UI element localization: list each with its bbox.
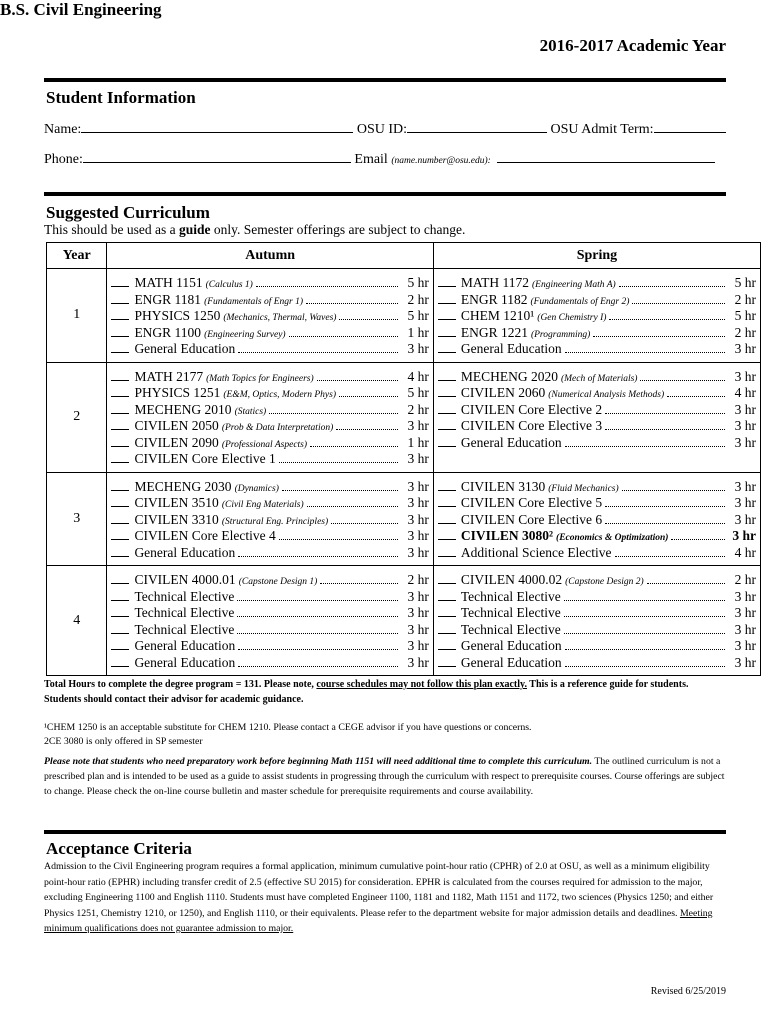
- course-checkbox[interactable]: [111, 325, 129, 337]
- course-hours: 3 hr: [734, 605, 756, 620]
- course-hours: 5 hr: [407, 275, 429, 290]
- course-hours: 3 hr: [734, 401, 756, 417]
- course-name: MECHENG 2010: [134, 401, 232, 417]
- course-name: CIVILEN Core Elective 5: [460, 495, 603, 510]
- course-row: [111, 545, 428, 562]
- course-row: [111, 369, 428, 386]
- email-hint: (name.number@osu.edu):: [391, 156, 491, 166]
- spring-courses: [433, 269, 760, 363]
- totals-text: Total Hours to complete the degree program = 131. Please note,: [44, 679, 317, 690]
- course-checkbox[interactable]: [111, 275, 129, 287]
- dot-leader: [289, 326, 398, 337]
- dot-leader: [282, 480, 398, 491]
- course-row: [111, 308, 428, 325]
- course-row: [438, 589, 756, 606]
- course-checkbox[interactable]: [111, 479, 129, 491]
- admit-term-label: OSU Admit Term:: [550, 122, 654, 137]
- course-row: [438, 341, 756, 358]
- dot-leader: [307, 496, 398, 507]
- course-checkbox[interactable]: [111, 589, 129, 601]
- course-description: (Structural Eng. Principles): [221, 516, 329, 527]
- course-hours: 3 hr: [407, 418, 429, 433]
- course-name: CIVILEN 3510: [134, 495, 219, 510]
- dot-leader: [564, 606, 725, 617]
- dot-leader: [615, 546, 725, 557]
- course-name: CIVILEN Core Elective 3: [460, 418, 603, 433]
- course-row: [438, 572, 756, 589]
- totals-underlined: course schedules may not follow this plan exactly.: [316, 679, 527, 690]
- course-hours: 5 hr: [734, 275, 756, 290]
- course-hours: 3 hr: [407, 451, 429, 466]
- autumn-courses: [107, 269, 433, 363]
- course-hours: 4 hr: [734, 385, 756, 400]
- course-row: [438, 385, 756, 402]
- course-name: CIVILEN 2060: [460, 385, 546, 400]
- name-label: Name:: [44, 122, 82, 137]
- course-name: MATH 2177: [134, 368, 204, 384]
- dot-leader: [238, 546, 398, 557]
- course-checkbox[interactable]: [111, 622, 129, 634]
- course-checkbox[interactable]: [438, 638, 456, 650]
- email-label: Email: [354, 152, 388, 167]
- program-title: B.S. Civil Engineering: [0, 0, 162, 19]
- dot-leader: [593, 326, 725, 337]
- course-row: [111, 292, 428, 309]
- dot-leader: [279, 529, 398, 540]
- course-checkbox[interactable]: [111, 528, 129, 540]
- course-row: [438, 545, 756, 562]
- course-name: CIVILEN 2090: [134, 434, 219, 450]
- course-description: (Fundamentals of Engr 1): [204, 296, 304, 307]
- osu-id-field[interactable]: [407, 120, 547, 133]
- course-hours: 2 hr: [407, 572, 429, 587]
- course-name: ENGR 1100: [134, 324, 202, 340]
- col-year: Year: [47, 243, 107, 269]
- prep-note-text: The outlined curriculum is not a prescribed plan and is intended to be used as a guide to assist students in progressing through the curriculum with respect to prerequisite courses. Course offerings are subject to change. Please check the on-line course bulletin and master schedule for prerequisite requirements and course availability.: [44, 756, 725, 797]
- course-checkbox[interactable]: [111, 418, 129, 430]
- dot-leader: [564, 590, 725, 601]
- course-description: (Mech of Materials): [560, 373, 638, 384]
- course-name: Technical Elective: [134, 621, 235, 637]
- revised-date: Revised 6/25/2019: [650, 986, 726, 997]
- subtitle-text: only. Semester offerings are subject to change.: [210, 222, 466, 237]
- dot-leader: [619, 276, 725, 287]
- course-hours: 3 hr: [732, 528, 756, 543]
- course-checkbox[interactable]: [111, 402, 129, 414]
- course-name: General Education: [460, 434, 562, 450]
- course-name: MATH 1172: [460, 275, 529, 290]
- course-name: PHYSICS 1250: [134, 308, 221, 323]
- course-checkbox[interactable]: [111, 451, 129, 463]
- course-checkbox[interactable]: [438, 605, 456, 617]
- course-hours: 3 hr: [407, 654, 429, 670]
- divider: [44, 78, 726, 82]
- dot-leader: [605, 403, 725, 414]
- course-checkbox[interactable]: [111, 341, 129, 353]
- course-checkbox[interactable]: [111, 572, 129, 584]
- course-checkbox[interactable]: [438, 589, 456, 601]
- course-hours: 3 hr: [734, 341, 756, 356]
- dot-leader: [671, 529, 725, 540]
- course-hours: 3 hr: [734, 434, 756, 450]
- course-description: (Numerical Analysis Methods): [548, 390, 665, 400]
- dot-leader: [565, 656, 725, 667]
- course-row: [111, 479, 428, 496]
- dot-leader: [605, 419, 725, 430]
- course-row: [438, 275, 756, 292]
- totals-text: This is a reference guide for students. Students should contact their advisor for academic guidance.: [44, 679, 689, 705]
- dot-leader: [237, 623, 398, 634]
- course-name: MECHENG 2030: [134, 478, 232, 494]
- course-row: [438, 435, 756, 452]
- year-number: 1: [47, 269, 107, 363]
- course-row: [438, 292, 756, 309]
- course-name: ENGR 1181: [134, 291, 202, 307]
- name-field[interactable]: [81, 120, 353, 133]
- prep-note-emphasis: Please note that students who need preparatory work before beginning Math 1151 will need additional time to complete this curriculum.: [44, 756, 593, 767]
- spring-courses: [433, 472, 760, 566]
- course-row: [111, 589, 428, 606]
- dot-leader: [256, 276, 398, 287]
- spring-courses: [433, 362, 760, 472]
- course-row: [111, 275, 428, 292]
- course-checkbox[interactable]: [438, 369, 456, 381]
- course-description: (Civil Eng Materials): [221, 500, 304, 510]
- dot-leader: [632, 293, 725, 304]
- course-row: [111, 622, 428, 639]
- course-row: [111, 435, 428, 452]
- dot-leader: [647, 573, 725, 584]
- course-name: CIVILEN Core Elective 2: [460, 401, 603, 417]
- acceptance-body: Admission to the Civil Engineering program requires a formal application, minimum cumulative point-hour ratio (CPHR) of 2.0 at OSU, as well as a minimum eligibility point-hour ratio (EPHR) including transfer credit of 2.5 (effective SU 2015) for consideration. EPHR is calculated from the courses required for admission to the major, excluding Engineering 1100 and English 1110. Students must have completed Engineer 1100, 1181 and 1182, Math 1151 and 1172, two sciences (Physics 1250; and either Physics 1251, Chemistry 1210, or 1250), and English 1110, or their equivalents. Please refer to the department website for major admission details and deadlines.: [44, 861, 714, 919]
- dot-leader: [565, 342, 725, 353]
- course-row: [438, 369, 756, 386]
- course-description: (Programming): [530, 329, 591, 340]
- course-row: [111, 402, 428, 419]
- course-checkbox[interactable]: [111, 605, 129, 617]
- course-name: CIVILEN 3310: [134, 511, 219, 527]
- dot-leader: [269, 403, 398, 414]
- course-name: General Education: [460, 638, 562, 653]
- course-name: MATH 1151: [134, 275, 203, 290]
- curriculum-table: [46, 242, 761, 676]
- course-name: CIVILEN Core Elective 4: [134, 528, 276, 543]
- course-hours: 2 hr: [734, 291, 756, 307]
- dot-leader: [237, 590, 398, 601]
- course-name: CIVILEN 2050: [134, 418, 219, 433]
- course-name: CIVILEN Core Elective 1: [134, 451, 276, 466]
- dot-leader: [605, 513, 725, 524]
- dot-leader: [640, 370, 725, 381]
- course-description: (Professional Aspects): [221, 439, 308, 450]
- course-row: [111, 638, 428, 655]
- course-name: MECHENG 2020: [460, 368, 558, 384]
- course-description: (E&M, Optics, Modern Phys): [223, 390, 336, 400]
- dot-leader: [279, 452, 398, 463]
- subtitle-guide: guide: [178, 222, 211, 237]
- course-row: [438, 402, 756, 419]
- acceptance-text: [44, 859, 726, 937]
- course-name: CHEM 1210¹: [460, 308, 535, 323]
- course-hours: 3 hr: [734, 588, 756, 604]
- dot-leader: [336, 419, 398, 430]
- course-row: [438, 325, 756, 342]
- course-description: (Capstone Design 2): [565, 577, 644, 587]
- course-checkbox[interactable]: [438, 385, 456, 397]
- course-checkbox[interactable]: [438, 402, 456, 414]
- curriculum-title: Suggested Curriculum: [46, 203, 210, 222]
- course-hours: 4 hr: [407, 368, 429, 384]
- dot-leader: [310, 436, 398, 447]
- course-hours: 3 hr: [407, 638, 429, 653]
- course-checkbox[interactable]: [438, 528, 456, 540]
- course-hours: 3 hr: [734, 495, 756, 510]
- autumn-courses: [107, 472, 433, 566]
- prep-note: [44, 754, 726, 799]
- name-row: [44, 120, 726, 138]
- course-row: [438, 512, 756, 529]
- course-name: CIVILEN Core Elective 6: [460, 511, 603, 527]
- course-description: (Mechanics, Thermal, Waves): [223, 313, 337, 323]
- course-name: General Education: [460, 654, 562, 670]
- course-hours: 3 hr: [407, 478, 429, 494]
- course-checkbox[interactable]: [438, 292, 456, 304]
- course-hours: 3 hr: [734, 654, 756, 670]
- autumn-courses: [107, 566, 433, 676]
- course-description: (Calculus 1): [205, 280, 253, 290]
- course-description: (Statics): [234, 406, 267, 417]
- course-name: CIVILEN 4000.02: [460, 572, 563, 587]
- course-row: [111, 512, 428, 529]
- course-row: [111, 495, 428, 512]
- dot-leader: [238, 342, 398, 353]
- course-row: [111, 341, 428, 358]
- dot-leader: [317, 370, 398, 381]
- course-name: General Education: [134, 544, 236, 560]
- course-row: [438, 308, 756, 325]
- course-row: [438, 655, 756, 672]
- course-hours: 3 hr: [734, 638, 756, 653]
- course-name: General Education: [460, 341, 562, 356]
- course-hours: 1 hr: [407, 324, 429, 340]
- course-name: Additional Science Elective: [460, 544, 612, 560]
- course-hours: 3 hr: [734, 418, 756, 433]
- total-hours-note: [44, 677, 726, 707]
- course-name: Technical Elective: [134, 605, 235, 620]
- course-row: [111, 528, 428, 545]
- course-hours: 2 hr: [407, 401, 429, 417]
- year-number: 3: [47, 472, 107, 566]
- course-hours: 2 hr: [734, 324, 756, 340]
- course-hours: 2 hr: [407, 291, 429, 307]
- course-hours: 3 hr: [407, 511, 429, 527]
- course-checkbox[interactable]: [111, 638, 129, 650]
- year-row: [47, 566, 761, 676]
- course-checkbox[interactable]: [438, 545, 456, 557]
- course-name: CIVILEN 3130: [460, 478, 546, 494]
- col-autumn: Autumn: [107, 243, 433, 269]
- course-description: (Fluid Mechanics): [548, 483, 619, 494]
- course-hours: 5 hr: [407, 308, 429, 323]
- student-info-title: Student Information: [46, 88, 196, 107]
- dot-leader: [306, 293, 398, 304]
- course-name: CIVILEN 3080²: [460, 528, 554, 543]
- course-description: (Prob & Data Interpretation): [221, 423, 334, 433]
- course-description: (Dynamics): [234, 483, 279, 494]
- course-row: [438, 418, 756, 435]
- course-checkbox[interactable]: [111, 512, 129, 524]
- phone-label: Phone:: [44, 152, 83, 167]
- course-hours: 3 hr: [407, 341, 429, 356]
- course-name: Technical Elective: [460, 621, 561, 637]
- footnote-1: ¹CHEM 1250 is an acceptable substitute for CHEM 1210. Please contact a CEGE advisor if you have questions or concerns.: [44, 722, 532, 733]
- course-row: [111, 572, 428, 589]
- course-checkbox[interactable]: [438, 622, 456, 634]
- course-hours: 5 hr: [407, 385, 429, 400]
- dot-leader: [339, 309, 397, 320]
- course-row: [111, 655, 428, 672]
- footnote-2: 2CE 3080 is only offered in SP semester: [44, 736, 203, 747]
- course-hours: 3 hr: [407, 621, 429, 637]
- course-name: CIVILEN 4000.01: [134, 572, 236, 587]
- course-checkbox[interactable]: [111, 545, 129, 557]
- spring-courses: [433, 566, 760, 676]
- course-name: ENGR 1182: [460, 291, 528, 307]
- course-name: Technical Elective: [460, 605, 561, 620]
- year-row: [47, 269, 761, 363]
- course-name: ENGR 1221: [460, 324, 528, 340]
- course-description: (Math Topics for Engineers): [206, 373, 314, 384]
- course-name: General Education: [134, 341, 236, 356]
- dot-leader: [565, 436, 725, 447]
- phone-field[interactable]: [83, 150, 351, 163]
- course-checkbox[interactable]: [111, 655, 129, 667]
- course-checkbox[interactable]: [111, 292, 129, 304]
- course-row: [438, 622, 756, 639]
- dot-leader: [238, 656, 398, 667]
- dot-leader: [238, 639, 398, 650]
- course-row: [111, 385, 428, 402]
- course-row: [111, 418, 428, 435]
- curriculum-subtitle: [44, 222, 465, 238]
- course-row: [438, 528, 756, 545]
- course-row: [438, 638, 756, 655]
- course-checkbox[interactable]: [438, 572, 456, 584]
- course-hours: 1 hr: [407, 434, 429, 450]
- course-checkbox[interactable]: [111, 308, 129, 320]
- col-spring: Spring: [433, 243, 760, 269]
- course-row: [111, 451, 428, 468]
- year-number: 2: [47, 362, 107, 472]
- dot-leader: [237, 606, 398, 617]
- course-hours: 4 hr: [734, 544, 756, 560]
- course-description: (Engineering Survey): [204, 329, 286, 340]
- course-checkbox[interactable]: [438, 418, 456, 430]
- course-row: [111, 325, 428, 342]
- course-hours: 3 hr: [407, 495, 429, 510]
- course-checkbox[interactable]: [438, 512, 456, 524]
- course-checkbox[interactable]: [438, 308, 456, 320]
- dot-leader: [331, 513, 398, 524]
- course-row: [438, 605, 756, 622]
- dot-leader: [339, 386, 398, 397]
- course-hours: 2 hr: [734, 572, 756, 587]
- autumn-courses: [107, 362, 433, 472]
- subtitle-text: This should be used as a: [44, 222, 179, 237]
- course-name: General Education: [134, 654, 236, 670]
- course-name: PHYSICS 1251: [134, 385, 221, 400]
- dot-leader: [622, 480, 725, 491]
- phone-row: [44, 150, 715, 168]
- year-row: [47, 362, 761, 472]
- dot-leader: [605, 496, 725, 507]
- academic-year: 2016-2017 Academic Year: [539, 36, 726, 55]
- dot-leader: [667, 386, 725, 397]
- course-checkbox[interactable]: [111, 435, 129, 447]
- course-description: (Capstone Design 1): [238, 577, 318, 587]
- course-checkbox[interactable]: [438, 275, 456, 287]
- divider: [44, 192, 726, 196]
- admit-term-field[interactable]: [654, 120, 726, 133]
- course-checkbox[interactable]: [438, 495, 456, 507]
- course-checkbox[interactable]: [438, 479, 456, 491]
- course-checkbox[interactable]: [111, 369, 129, 381]
- course-hours: 3 hr: [734, 478, 756, 494]
- dot-leader: [320, 573, 398, 584]
- course-name: General Education: [134, 638, 236, 653]
- divider: [44, 830, 726, 834]
- acceptance-title: Acceptance Criteria: [46, 839, 192, 858]
- course-checkbox[interactable]: [438, 325, 456, 337]
- course-checkbox[interactable]: [438, 655, 456, 667]
- course-row: [438, 479, 756, 496]
- course-hours: 3 hr: [734, 621, 756, 637]
- course-hours: 3 hr: [734, 511, 756, 527]
- course-hours: 3 hr: [734, 368, 756, 384]
- course-hours: 3 hr: [407, 588, 429, 604]
- course-checkbox[interactable]: [438, 435, 456, 447]
- course-checkbox[interactable]: [438, 341, 456, 353]
- course-checkbox[interactable]: [111, 495, 129, 507]
- course-row: [111, 605, 428, 622]
- course-description: (Engineering Math A): [531, 280, 616, 290]
- acceptance-underlined: Meeting minimum qualifications does not guarantee admission to major.: [44, 907, 713, 934]
- osu-id-label: OSU ID:: [356, 122, 407, 137]
- email-field[interactable]: [497, 150, 715, 163]
- course-description: (Economics & Optimization): [556, 533, 669, 543]
- course-description: (Fundamentals of Engr 2): [530, 296, 630, 307]
- course-hours: 3 hr: [407, 544, 429, 560]
- year-row: [47, 472, 761, 566]
- year-number: 4: [47, 566, 107, 676]
- course-hours: 5 hr: [734, 308, 756, 323]
- course-checkbox[interactable]: [111, 385, 129, 397]
- course-description: (Gen Chemistry I): [537, 313, 607, 323]
- dot-leader: [565, 639, 725, 650]
- course-name: Technical Elective: [134, 588, 235, 604]
- course-hours: 3 hr: [407, 605, 429, 620]
- dot-leader: [564, 623, 725, 634]
- dot-leader: [609, 309, 725, 320]
- course-hours: 3 hr: [407, 528, 429, 543]
- course-row: [438, 495, 756, 512]
- course-name: Technical Elective: [460, 588, 561, 604]
